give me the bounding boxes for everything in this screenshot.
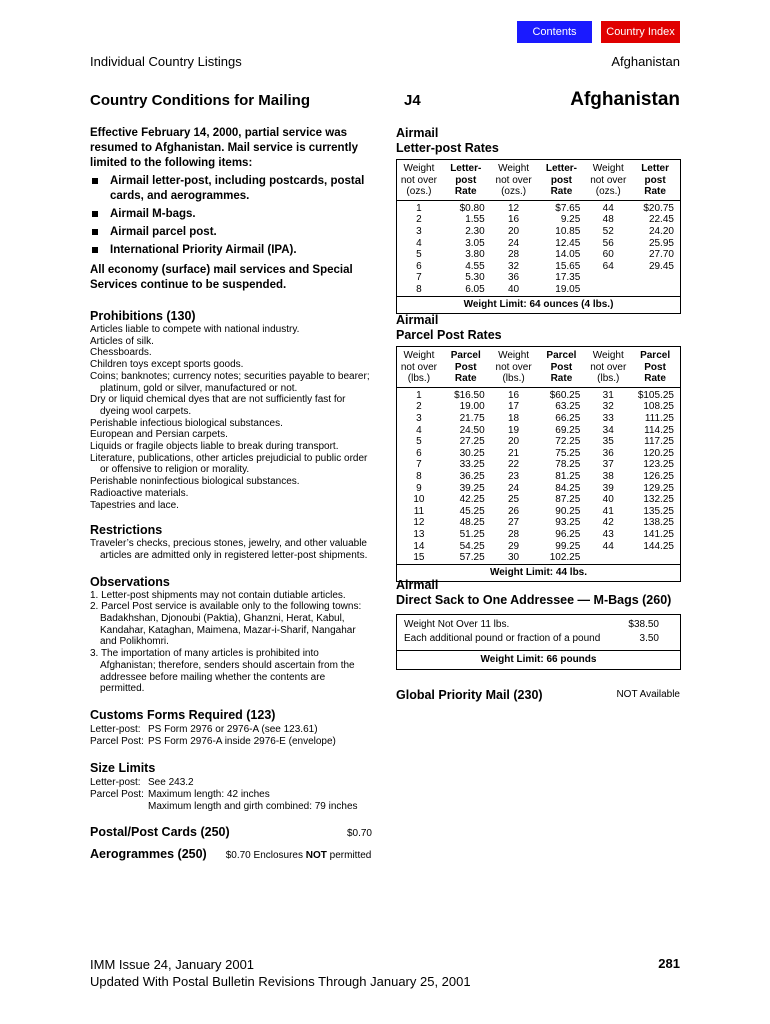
parcel-post-weight-cell: 41 xyxy=(602,505,614,517)
observation-line: Badakhshan, Djonoubi (Paktia), Ghanzni, Herat, Kabul, xyxy=(100,613,345,625)
letter-post-weight-cell: 52 xyxy=(602,225,614,237)
letter-post-weight-cell: 56 xyxy=(602,237,614,249)
parcel-post-header-line: Rate xyxy=(454,373,477,385)
parcel-post-rate-cell: 135.25 xyxy=(643,505,674,517)
letter-post-weight-cell: 28 xyxy=(508,249,520,261)
parcel-post-rate-cell: $60.25 xyxy=(549,389,581,401)
parcel-post-weight-cell: 33 xyxy=(602,412,614,424)
parcel-post-weight-cell: 38 xyxy=(602,470,614,482)
parcel-post-rate-cell: 42.25 xyxy=(459,494,485,506)
customs-value: PS Form 2976 or 2976-A (see 123.61) xyxy=(148,723,318,735)
parcel-post-weight-cell: 27 xyxy=(508,517,520,529)
parcel-post-rate-cell: 19.00 xyxy=(459,401,485,413)
parcel-post-rate-cell: 96.25 xyxy=(555,528,581,540)
letter-post-rate-cell: 1.55 xyxy=(465,214,485,226)
letter-post-weight-cell: 48 xyxy=(602,214,614,226)
size-limit-row xyxy=(90,789,372,801)
parcel-post-weight-cell: 20 xyxy=(508,436,520,448)
prohibition-item: Articles liable to compete with national industry. xyxy=(90,324,300,335)
letter-post-rate-cell: 17.35 xyxy=(555,272,581,284)
parcel-post-rate-cell: 45.25 xyxy=(459,505,485,517)
restrictions-text xyxy=(90,538,372,561)
parcel-post-rate-header xyxy=(630,350,680,385)
parcel-post-header-line: Rate xyxy=(644,373,666,385)
intro-bullet-text: International Priority Airmail (IPA). xyxy=(110,244,297,256)
parcel-post-rate-cell: 66.25 xyxy=(555,412,581,424)
observation-line: permitted. xyxy=(100,683,145,695)
parcel-post-header-line: Parcel xyxy=(450,350,481,361)
parcel-post-weight-cell: 35 xyxy=(602,436,614,448)
prohibition-item: European and Persian carpets. xyxy=(90,429,228,441)
parcel-post-header-line: Weight xyxy=(498,350,530,361)
mbags-row xyxy=(404,618,659,632)
letter-post-header-line: not over xyxy=(400,174,437,186)
parcel-post-rate-cell: 21.75 xyxy=(459,412,485,424)
parcel-post-rate-cell: 93.25 xyxy=(555,517,581,529)
letter-post-rate-cell: $7.65 xyxy=(555,202,581,214)
parcel-post-rate-cell: 114.25 xyxy=(644,424,674,436)
parcel-post-header-line: Rate xyxy=(550,373,573,385)
size-limit-label xyxy=(90,801,148,813)
letter-post-rate-cell: 22.45 xyxy=(648,214,674,226)
letter-post-weight-cell: 5 xyxy=(416,249,422,261)
parcel-post-rate-cell: 123.25 xyxy=(643,459,674,471)
letter-post-weight-cell: 44 xyxy=(602,202,614,214)
parcel-post-weight-cell: 9 xyxy=(416,482,422,494)
parcel-post-header-line: (lbs.) xyxy=(407,373,431,385)
letter-post-header-line: (ozs.) xyxy=(595,186,621,198)
parcel-post-weight-cell: 10 xyxy=(413,494,425,506)
letter-post-header-line: (ozs.) xyxy=(501,186,527,198)
parcel-post-rate-cell: 78.25 xyxy=(555,459,581,471)
letter-post-weight-cell: 64 xyxy=(602,260,614,272)
parcel-post-rate-cell: 117.25 xyxy=(644,436,674,448)
parcel-post-rate-cell: 102.25 xyxy=(549,552,581,564)
parcel-post-rate-cell: 81.25 xyxy=(555,470,581,482)
parcel-post-weight-cell: 8 xyxy=(416,470,422,482)
parcel-post-body xyxy=(397,388,680,564)
footer-updated: Updated With Postal Bulletin Revisions Through January 25, 2001 xyxy=(90,974,471,989)
size-limit-row xyxy=(90,777,372,789)
letter-post-weight-column xyxy=(491,203,537,296)
letter-post-weight-cell: 32 xyxy=(508,260,520,272)
letter-post-header-line: not over xyxy=(495,174,532,186)
prohibition-item-cont: dyeing wool carpets. xyxy=(100,405,192,417)
page-footer xyxy=(90,956,471,990)
parcel-post-weight-cell: 19 xyxy=(508,424,520,436)
parcel-post-rate-cell: 141.25 xyxy=(643,528,674,540)
parcel-post-rate-cell: 51.25 xyxy=(459,528,485,540)
intro-bullet-text: Airmail parcel post. xyxy=(110,226,217,238)
parcel-post-rate-cell: 75.25 xyxy=(555,447,581,459)
parcel-post-weight-cell: 15 xyxy=(413,552,425,564)
parcel-post-rate-header xyxy=(537,350,587,385)
observation-line: Kandahar, Kataghan, Maimena, Mazar-i-Sharif, Nangahar xyxy=(100,624,356,636)
parcel-post-weight-cell: 14 xyxy=(413,540,425,552)
parcel-post-header-line: Post xyxy=(550,361,573,373)
parcel-post-weight-cell: 23 xyxy=(508,470,520,482)
parcel-post-weight-cell: 36 xyxy=(602,447,614,459)
running-header-left: Individual Country Listings xyxy=(90,54,242,69)
parcel-post-weight-cell: 7 xyxy=(416,459,422,471)
parcel-post-weight-cell: 43 xyxy=(602,528,614,540)
intro-lead: Effective February 14, 2000, partial service was resumed to Afghanistan. Mail service is currently limited to the following items: xyxy=(90,127,358,169)
letter-post-rate-cell: 5.30 xyxy=(465,272,485,284)
parcel-post-weight-cell: 42 xyxy=(602,517,614,529)
letter-post-header-line: Weight xyxy=(403,163,435,174)
letter-post-weight-cell: 12 xyxy=(508,202,520,214)
parcel-post-rate-cell: 39.25 xyxy=(459,482,485,494)
parcel-post-header-line: Parcel xyxy=(640,350,671,361)
letter-post-weight-header xyxy=(397,163,441,198)
restrictions-line: Traveler’s checks, precious stones, jewelry, and other valuable xyxy=(90,538,367,550)
parcel-post-rate-cell: 24.50 xyxy=(459,424,485,436)
parcel-post-weight-cell: 31 xyxy=(602,389,614,401)
letter-post-header-row xyxy=(397,160,680,201)
parcel-post-weight-cell: 2 xyxy=(416,401,422,413)
prohibition-item: Coins; banknotes; currency notes; securities payable to bearer; xyxy=(90,370,370,382)
parcel-post-weight-cell: 29 xyxy=(508,540,520,552)
aerogrammes-note: $0.70 Enclosures NOT permitted xyxy=(225,849,372,861)
letter-post-rate-cell: $20.75 xyxy=(643,202,674,214)
observation-line: 1. Letter-post shipments may not contain dutiable articles. xyxy=(90,589,346,601)
parcel-post-header-line: Post xyxy=(644,361,666,373)
square-bullet-icon xyxy=(92,229,98,235)
parcel-post-weight-header xyxy=(491,350,537,385)
letter-post-weight-cell: 20 xyxy=(508,225,520,237)
parcel-post-weight-cell: 40 xyxy=(602,494,614,506)
letter-post-title: Airmail Letter-post Rates xyxy=(396,126,499,155)
letter-post-weight-cell: 6 xyxy=(416,260,422,272)
prohibitions-list xyxy=(90,324,372,511)
mbags-row-value: $38.50 xyxy=(628,619,659,630)
parcel-post-header-row xyxy=(397,347,680,388)
parcel-post-header-line: (lbs.) xyxy=(597,373,620,385)
parcel-post-rate-cell: 30.25 xyxy=(459,447,485,459)
letter-post-weight-cell: 4 xyxy=(416,237,422,249)
parcel-post-rate-table xyxy=(396,346,681,582)
letter-post-weight-cell: 40 xyxy=(508,283,520,295)
prohibition-item-cont: platinum, gold or silver, manufactured or not. xyxy=(100,382,298,394)
country-code: J4 xyxy=(404,92,421,109)
size-limit-value: Maximum length and girth combined: 79 inches xyxy=(148,800,358,812)
size-limit-value: See 243.2 xyxy=(148,776,194,788)
prohibition-item-cont: or offensive to religion or morality. xyxy=(100,464,250,476)
customs-row xyxy=(90,736,372,748)
mbags-weight-limit: Weight Limit: 66 pounds xyxy=(480,654,597,665)
letter-post-rate-table xyxy=(396,159,681,314)
square-bullet-icon xyxy=(92,178,98,184)
intro-closing: All economy (surface) mail services and Special Services continue to be suspended. xyxy=(90,264,353,291)
parcel-post-weight-cell: 12 xyxy=(413,517,425,529)
letter-post-weight-column xyxy=(397,203,441,296)
letter-post-weight-header xyxy=(586,163,630,198)
letter-post-header-line: Letter- xyxy=(450,163,482,174)
letter-post-rate-cell: 2.30 xyxy=(465,225,485,237)
parcel-post-rate-cell: 90.25 xyxy=(555,505,581,517)
letter-post-rate-cell: 3.80 xyxy=(465,249,485,261)
mbags-row-label: Each additional pound or fraction of a pound xyxy=(404,633,601,644)
parcel-post-weight-column xyxy=(586,390,630,564)
observation-line: addressee before mailing whether the contents are xyxy=(100,671,326,683)
letter-post-rate-cell: $0.80 xyxy=(459,202,485,214)
letter-post-rate-cell: 29.45 xyxy=(648,260,674,272)
parcel-post-header-line: Weight xyxy=(592,350,624,361)
letter-post-rate-cell: 12.45 xyxy=(555,237,581,249)
mbags-row xyxy=(404,632,659,646)
parcel-post-weight-cell: 13 xyxy=(413,528,425,540)
size-limits-heading: Size Limits xyxy=(90,760,156,775)
parcel-post-weight-cell: 24 xyxy=(508,482,520,494)
prohibition-item: Chessboards. xyxy=(90,347,152,359)
letter-post-header-line: post xyxy=(455,174,477,186)
parcel-post-weight-cell: 22 xyxy=(508,459,520,471)
parcel-post-header-line: Parcel xyxy=(546,350,577,361)
observation-line: 3. The importation of many articles is prohibited into xyxy=(90,648,319,660)
parcel-post-weight-cell: 39 xyxy=(602,482,614,494)
parcel-post-weight-cell: 3 xyxy=(416,412,422,424)
letter-post-header-line: Weight xyxy=(592,163,624,174)
parcel-post-rate-cell: 108.25 xyxy=(643,401,674,413)
left-column xyxy=(90,126,372,861)
parcel-post-weight-cell: 18 xyxy=(508,412,520,424)
observation-line: 2. Parcel Post service is available only to the following towns: xyxy=(90,601,362,613)
mbags-title: Airmail Direct Sack to One Addressee — M-Bags (260) xyxy=(396,578,672,607)
prohibition-item: Dry or liquid chemical dyes that are not sufficiently fast for xyxy=(90,394,346,406)
letter-post-rate-cell: 25.95 xyxy=(648,237,674,249)
letter-post-rate-header xyxy=(441,163,491,198)
parcel-post-weight-cell: 11 xyxy=(413,505,425,517)
footer-issue: IMM Issue 24, January 2001 xyxy=(90,957,255,972)
parcel-post-rate-cell: 72.25 xyxy=(555,436,581,448)
letter-post-rate-cell: 19.05 xyxy=(555,283,581,295)
letter-post-weight-column xyxy=(586,203,630,296)
letter-post-weight-header xyxy=(491,163,537,198)
parcel-post-weight-cell: 44 xyxy=(602,540,614,552)
observation-line: and Polikhomri. xyxy=(100,636,169,648)
parcel-post-rate-column xyxy=(536,390,586,564)
parcel-post-rate-cell: 54.25 xyxy=(459,540,485,552)
letter-post-header-line: Rate xyxy=(644,186,666,198)
parcel-post-weight-cell: 4 xyxy=(416,424,422,436)
letter-post-rate-cell: 10.85 xyxy=(555,225,581,237)
prohibition-item: Tapestries and lace. xyxy=(90,499,179,511)
postal-cards-label: Postal/Post Cards (250) xyxy=(90,824,230,839)
size-limit-label: Letter-post: xyxy=(90,776,141,788)
letter-post-weight-cell: 8 xyxy=(416,283,422,295)
letter-post-header-line: (ozs.) xyxy=(406,186,432,198)
parcel-post-header-line: Post xyxy=(454,361,477,373)
letter-post-rate-header xyxy=(630,163,680,198)
letter-post-weight-cell: 24 xyxy=(508,237,520,249)
prohibition-item: Liquids or fragile objects liable to break during transport. xyxy=(90,441,339,453)
parcel-post-header-line: (lbs.) xyxy=(502,373,525,385)
parcel-post-rate-cell: 84.25 xyxy=(555,482,581,494)
country-index-button[interactable]: Country Index xyxy=(601,21,680,43)
prohibitions-heading: Prohibitions (130) xyxy=(90,309,196,323)
letter-post-rate-cell: 4.55 xyxy=(465,260,485,272)
letter-post-rate-cell: 27.70 xyxy=(648,249,674,261)
intro-bullet-text: Airmail letter-post, including postcards, postal cards, and aerogrammes. xyxy=(110,175,365,202)
letter-post-weight-cell: 3 xyxy=(416,225,422,237)
mbags-rate-table xyxy=(396,614,681,670)
parcel-post-weight-cell: 34 xyxy=(602,424,614,436)
size-limit-value: Maximum length: 42 inches xyxy=(148,788,270,800)
parcel-post-weight-cell: 37 xyxy=(602,459,614,471)
parcel-post-rate-cell: 138.25 xyxy=(643,517,674,529)
parcel-post-rate-cell: 87.25 xyxy=(555,494,581,506)
parcel-post-rate-cell: 57.25 xyxy=(459,552,485,564)
letter-post-header-line: Rate xyxy=(550,186,573,198)
customs-value: PS Form 2976-A inside 2976-E (envelope) xyxy=(148,735,336,747)
observations-heading: Observations xyxy=(90,574,170,589)
parcel-post-weight-column xyxy=(397,390,441,564)
restrictions-line: articles are admitted only in registered letter-post shipments. xyxy=(100,549,368,561)
parcel-post-rate-column xyxy=(630,390,680,564)
size-limits-rows xyxy=(90,777,372,813)
intro-bullet-item xyxy=(90,243,372,258)
letter-post-rate-cell: 9.25 xyxy=(560,214,581,226)
letter-post-weight-cell: 1 xyxy=(416,202,422,214)
parcel-post-rate-cell: 63.25 xyxy=(555,401,581,413)
mbags-row-label: Weight Not Over 11 lbs. xyxy=(404,619,510,630)
parcel-post-weight-cell: 30 xyxy=(508,552,520,564)
letter-post-header-line: Weight xyxy=(498,163,530,174)
prohibition-item: Perishable noninfectious biological substances. xyxy=(90,476,300,488)
parcel-post-rate-cell: 132.25 xyxy=(643,494,674,506)
letter-post-header-line: Letter- xyxy=(545,163,577,174)
parcel-post-weight-column xyxy=(491,390,537,564)
parcel-post-weight-header xyxy=(397,350,441,385)
letter-post-weight-cell: 16 xyxy=(508,214,520,226)
parcel-post-weight-cell: 26 xyxy=(508,505,520,517)
contents-button[interactable]: Contents xyxy=(517,21,592,43)
mbags-row-value: 3.50 xyxy=(639,633,659,644)
parcel-post-title: Airmail Parcel Post Rates xyxy=(396,313,502,342)
parcel-post-weight-cell: 6 xyxy=(416,447,422,459)
customs-rows xyxy=(90,724,372,748)
letter-post-header-line: post xyxy=(644,174,666,186)
letter-post-rate-column xyxy=(441,203,491,296)
running-header-right: Afghanistan xyxy=(611,54,680,69)
parcel-post-weight-limit: Weight Limit: 44 lbs. xyxy=(397,564,680,581)
prohibition-item: Perishable infectious biological substances. xyxy=(90,417,283,429)
parcel-post-rate-cell: 126.25 xyxy=(643,470,674,482)
size-limit-row xyxy=(90,801,372,813)
parcel-post-rate-cell: 129.25 xyxy=(643,482,674,494)
parcel-post-weight-cell: 17 xyxy=(508,401,520,413)
letter-post-rate-cell: 15.65 xyxy=(555,260,581,272)
letter-post-rate-cell: 24.20 xyxy=(648,225,674,237)
letter-post-weight-cell: 36 xyxy=(508,272,520,284)
observations-list xyxy=(90,590,372,695)
parcel-post-weight-cell: 28 xyxy=(508,528,520,540)
gpm-label: Global Priority Mail (230) xyxy=(396,688,543,702)
parcel-post-rate-column xyxy=(441,390,491,564)
letter-post-weight-cell: 7 xyxy=(416,272,422,284)
letter-post-rate-column xyxy=(630,203,680,296)
parcel-post-rate-cell: 36.25 xyxy=(459,470,485,482)
parcel-post-weight-cell: 16 xyxy=(508,389,520,401)
letter-post-rate-header xyxy=(537,163,587,198)
intro-bullets xyxy=(90,174,372,258)
letter-post-weight-cell: 2 xyxy=(416,214,422,226)
parcel-post-weight-cell: 1 xyxy=(416,389,422,401)
page-number: 281 xyxy=(658,956,680,971)
prohibition-item: Radioactive materials. xyxy=(90,487,189,499)
letter-post-body xyxy=(397,201,680,296)
parcel-post-rate-cell: 33.25 xyxy=(459,459,485,471)
customs-row xyxy=(90,724,372,736)
letter-post-header-line: not over xyxy=(590,174,627,186)
restrictions-heading: Restrictions xyxy=(90,523,163,538)
country-name: Afghanistan xyxy=(570,89,680,110)
letter-post-weight-cell: 60 xyxy=(602,249,614,261)
parcel-post-header-line: not over xyxy=(400,361,437,373)
postal-cards-row xyxy=(90,825,372,839)
parcel-post-weight-cell: 5 xyxy=(416,436,422,448)
intro-bullet-item xyxy=(90,207,372,222)
letter-post-weight-limit: Weight Limit: 64 ounces (4 lbs.) xyxy=(397,296,680,313)
parcel-post-header-line: not over xyxy=(495,361,532,373)
parcel-post-rate-cell: 48.25 xyxy=(459,517,485,529)
prohibition-item: Literature, publications, other articles prejudicial to public order xyxy=(90,452,368,464)
letter-post-rate-cell: 6.05 xyxy=(465,283,485,295)
letter-post-header-line: post xyxy=(550,174,572,186)
letter-post-header-line: Letter xyxy=(641,163,669,174)
parcel-post-weight-cell: 21 xyxy=(508,447,520,459)
parcel-post-rate-cell: $16.50 xyxy=(454,389,485,401)
gpm-status: NOT Available xyxy=(616,689,680,700)
parcel-post-rate-cell: 120.25 xyxy=(643,447,674,459)
square-bullet-icon xyxy=(92,211,98,217)
letter-post-header-line: Rate xyxy=(454,186,477,198)
square-bullet-icon xyxy=(92,247,98,253)
parcel-post-rate-cell: 27.25 xyxy=(459,436,485,448)
mbags-rows xyxy=(397,615,680,651)
aerogrammes-row xyxy=(90,847,372,861)
parcel-post-header-line: Weight xyxy=(403,350,435,361)
intro-bullet-text: Airmail M-bags. xyxy=(110,208,196,220)
prohibition-item: Children toys except sports goods. xyxy=(90,359,244,371)
customs-label: Letter-post: xyxy=(90,723,141,735)
page-title: Country Conditions for Mailing xyxy=(90,92,310,109)
parcel-post-rate-cell: 144.25 xyxy=(643,540,674,552)
aerogrammes-label: Aerogrammes (250) xyxy=(90,846,207,861)
customs-label: Parcel Post: xyxy=(90,735,144,747)
parcel-post-rate-cell: 111.25 xyxy=(644,412,674,424)
parcel-post-rate-cell: 69.25 xyxy=(555,424,581,436)
parcel-post-header-line: not over xyxy=(590,361,627,373)
parcel-post-rate-cell: $105.25 xyxy=(637,389,674,401)
parcel-post-rate-cell: 99.25 xyxy=(555,540,581,552)
letter-post-rate-cell: 14.05 xyxy=(555,249,581,261)
postal-cards-price: $0.70 xyxy=(346,827,372,839)
intro-bullet-item xyxy=(90,225,372,240)
prohibition-item: Articles of silk. xyxy=(90,335,154,347)
letter-post-rate-column xyxy=(536,203,586,296)
parcel-post-weight-header xyxy=(586,350,630,385)
parcel-post-weight-cell: 25 xyxy=(508,494,520,506)
size-limit-label: Parcel Post: xyxy=(90,788,144,800)
customs-heading: Customs Forms Required (123) xyxy=(90,707,276,722)
parcel-post-weight-cell: 32 xyxy=(602,401,614,413)
parcel-post-rate-header xyxy=(441,350,491,385)
letter-post-rate-cell: 3.05 xyxy=(465,237,485,249)
intro-bullet-item xyxy=(90,174,372,204)
observation-line: Afghanistan; therefore, senders should ascertain from the xyxy=(100,659,355,671)
